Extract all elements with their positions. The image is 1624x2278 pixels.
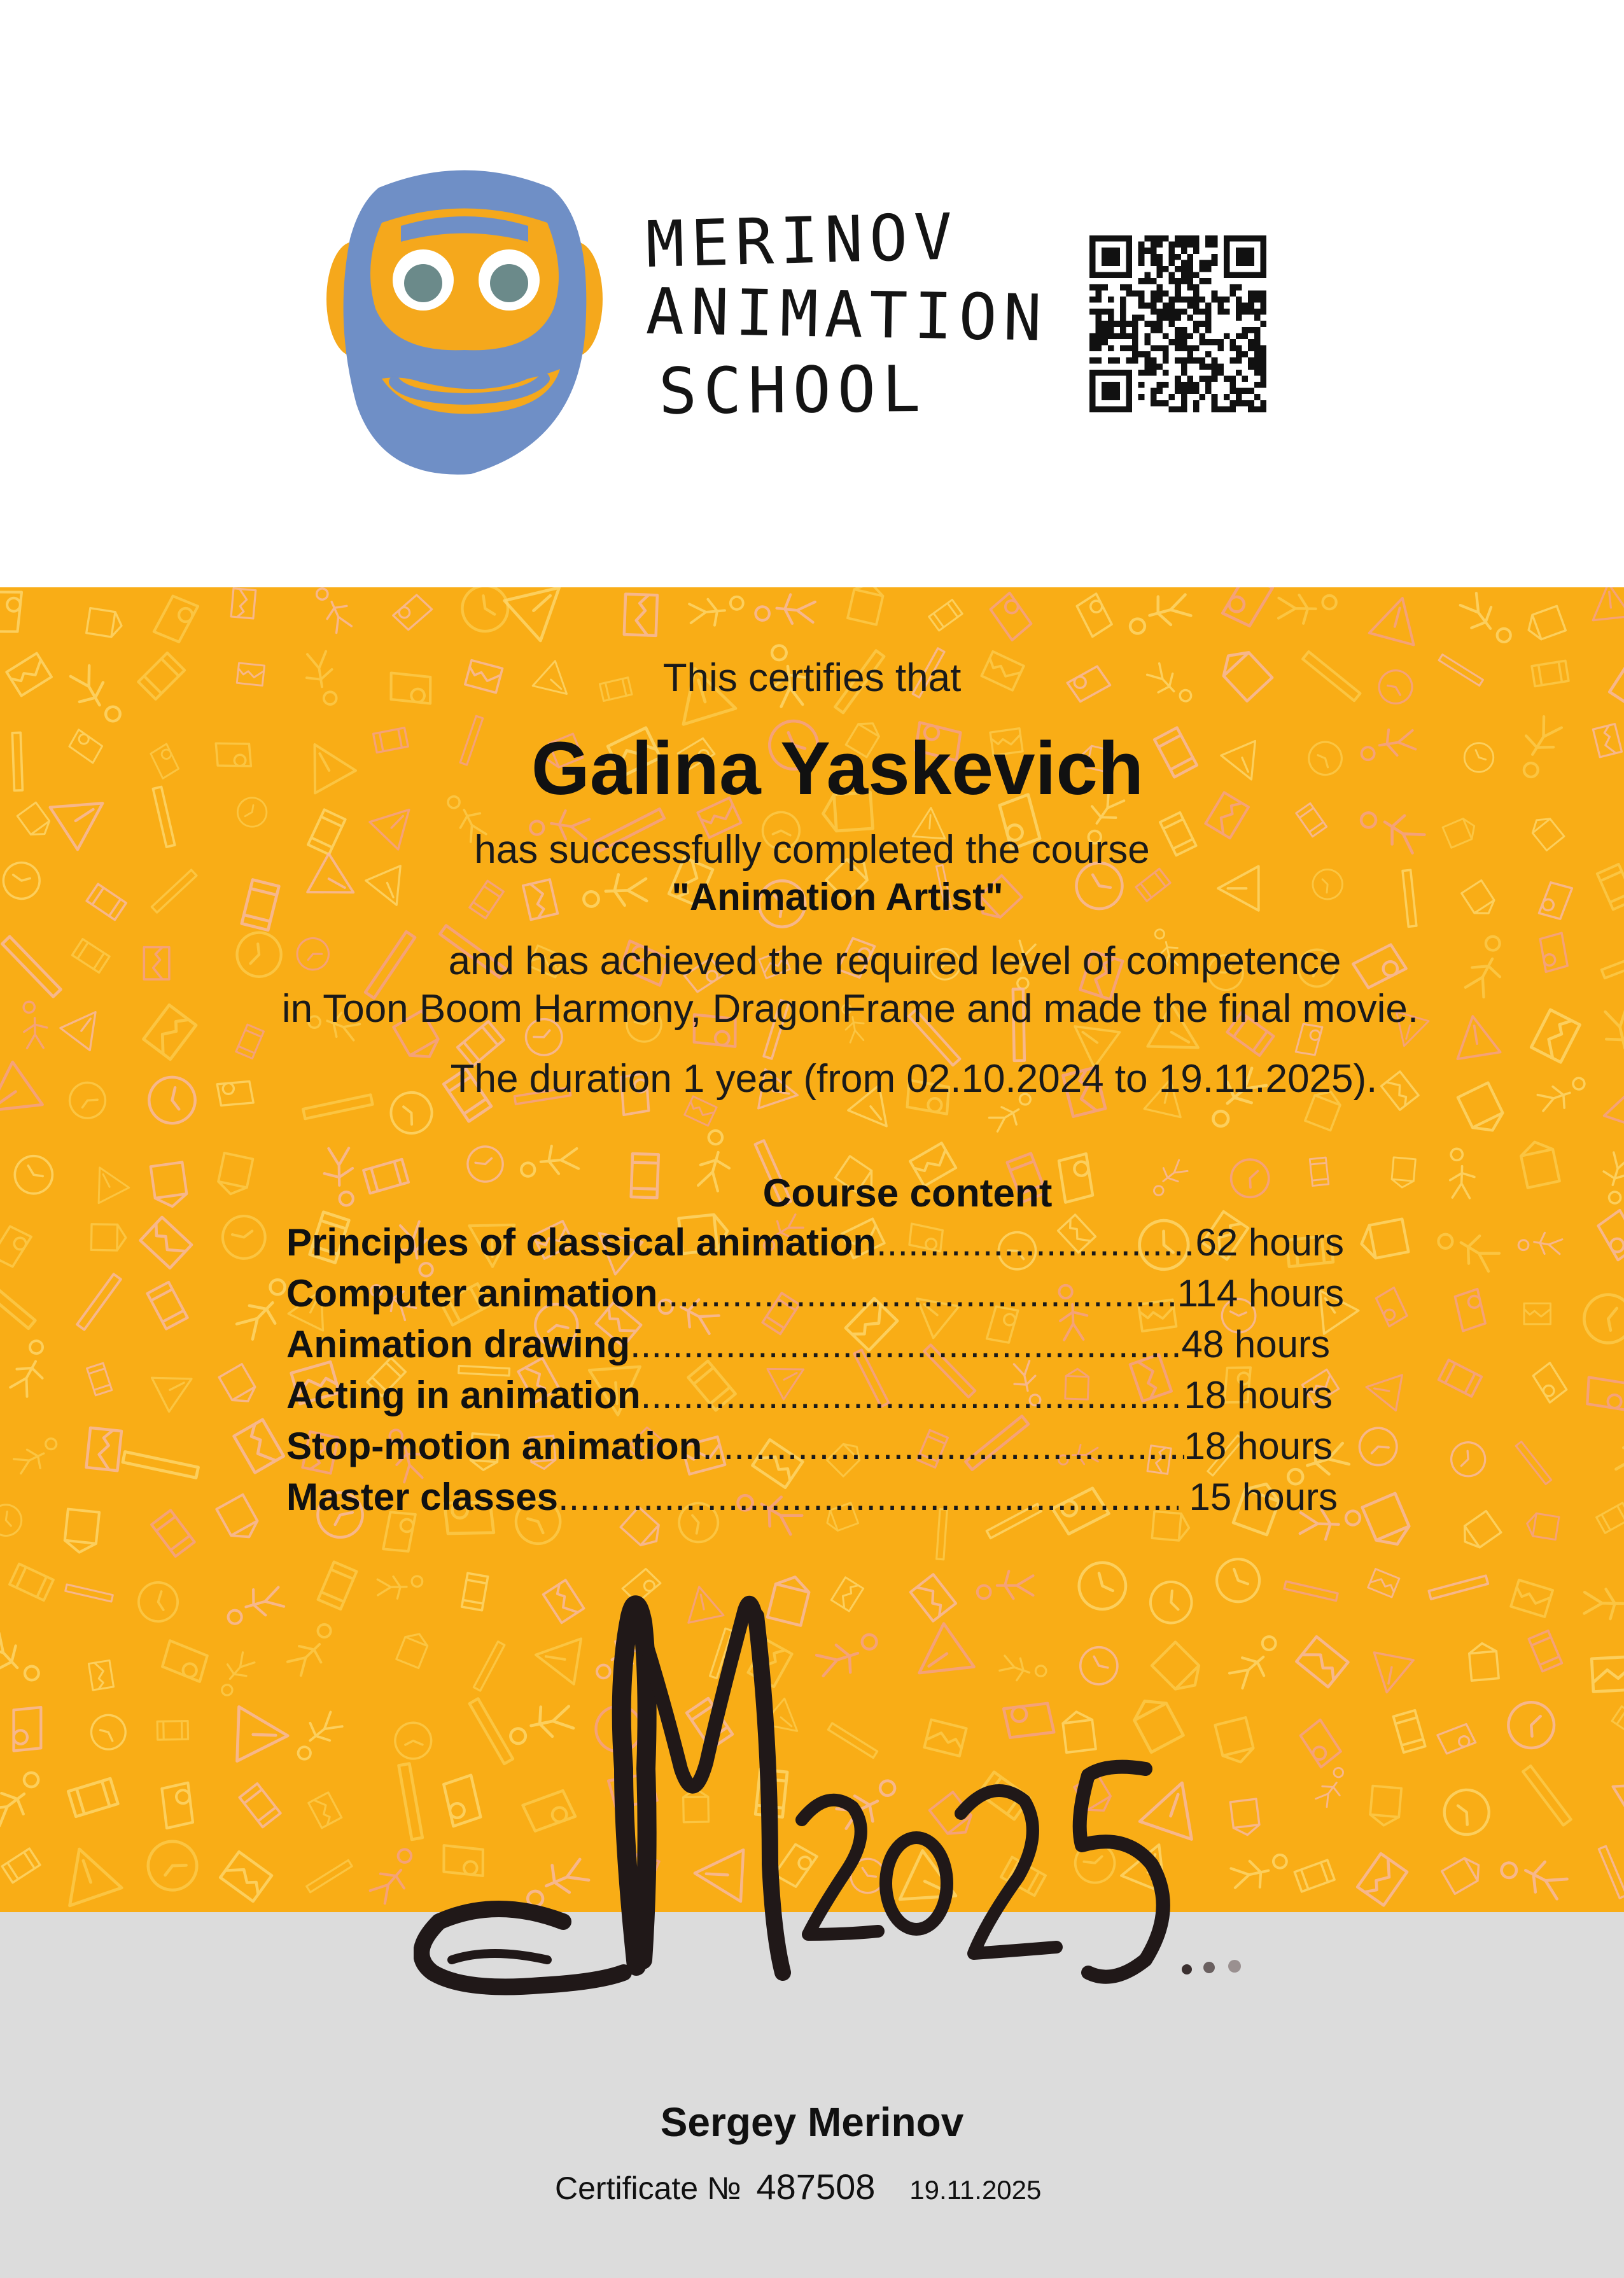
completion-statement: has successfully completed the course <box>474 828 1150 872</box>
leader-dots <box>702 1424 1184 1468</box>
course-item-hours: 15 hours <box>1178 1476 1338 1518</box>
qr-code-icon[interactable] <box>1089 235 1266 412</box>
course-item-hours: 18 hours <box>1184 1374 1333 1416</box>
leader-dots <box>630 1322 1182 1366</box>
course-item <box>286 1220 1344 1271</box>
leader-dots <box>558 1475 1179 1519</box>
leader-dots <box>876 1220 1195 1264</box>
course-content-title: Course content <box>762 1171 1053 1215</box>
course-item-name: Computer animation <box>286 1272 658 1315</box>
course-item-name: Stop-motion animation <box>286 1425 703 1467</box>
wordmark-line-3: SCHOOL <box>658 351 927 429</box>
course-item-name: Principles of classical animation <box>286 1221 877 1264</box>
course-item-hours: 18 hours <box>1184 1425 1333 1467</box>
course-item-name: Animation drawing <box>286 1323 630 1366</box>
course-duration: The duration 1 year (from 02.10.2024 to 19.11.2025). <box>450 1057 1378 1101</box>
recipient-name: Galina Yaskevich <box>531 727 1144 811</box>
certificate-number-line <box>555 2166 1041 2207</box>
school-mascot-face-icon <box>325 162 605 480</box>
course-item <box>286 1322 1330 1373</box>
course-content-list <box>286 1220 1344 1526</box>
school-wordmark <box>645 199 1049 429</box>
course-item-hours: 62 hours <box>1195 1221 1344 1264</box>
course-item <box>286 1271 1344 1322</box>
course-item <box>286 1475 1338 1526</box>
certifies-intro: This certifies that <box>662 656 962 700</box>
wordmark-line-1: MERINOV <box>645 199 960 283</box>
certificate-date: 19.11.2025 <box>909 2175 1042 2205</box>
course-item-hours: 114 hours <box>1177 1272 1344 1315</box>
signer-name: Sergey Merinov <box>660 2099 964 2145</box>
certificate-label: Certificate № <box>555 2170 741 2206</box>
course-item-hours: 48 hours <box>1181 1323 1330 1366</box>
competence-line-2: in Toon Boom Harmony, DragonFrame and made the final movie. <box>281 987 1419 1031</box>
leader-dots <box>641 1373 1184 1417</box>
certificate-header <box>0 0 1624 587</box>
competence-line-1: and has achieved the required level of competence <box>448 939 1341 983</box>
course-name: "Animation Artist" <box>671 876 1004 918</box>
course-item <box>286 1424 1333 1475</box>
signature-icon <box>414 1578 1266 2036</box>
course-item-name: Acting in animation <box>286 1374 641 1416</box>
leader-dots <box>657 1271 1177 1315</box>
course-item-name: Master classes <box>286 1476 558 1518</box>
wordmark-line-2: ANIMATION <box>645 274 1049 356</box>
certificate-number: 487508 <box>756 2167 876 2207</box>
course-item <box>286 1373 1333 1424</box>
